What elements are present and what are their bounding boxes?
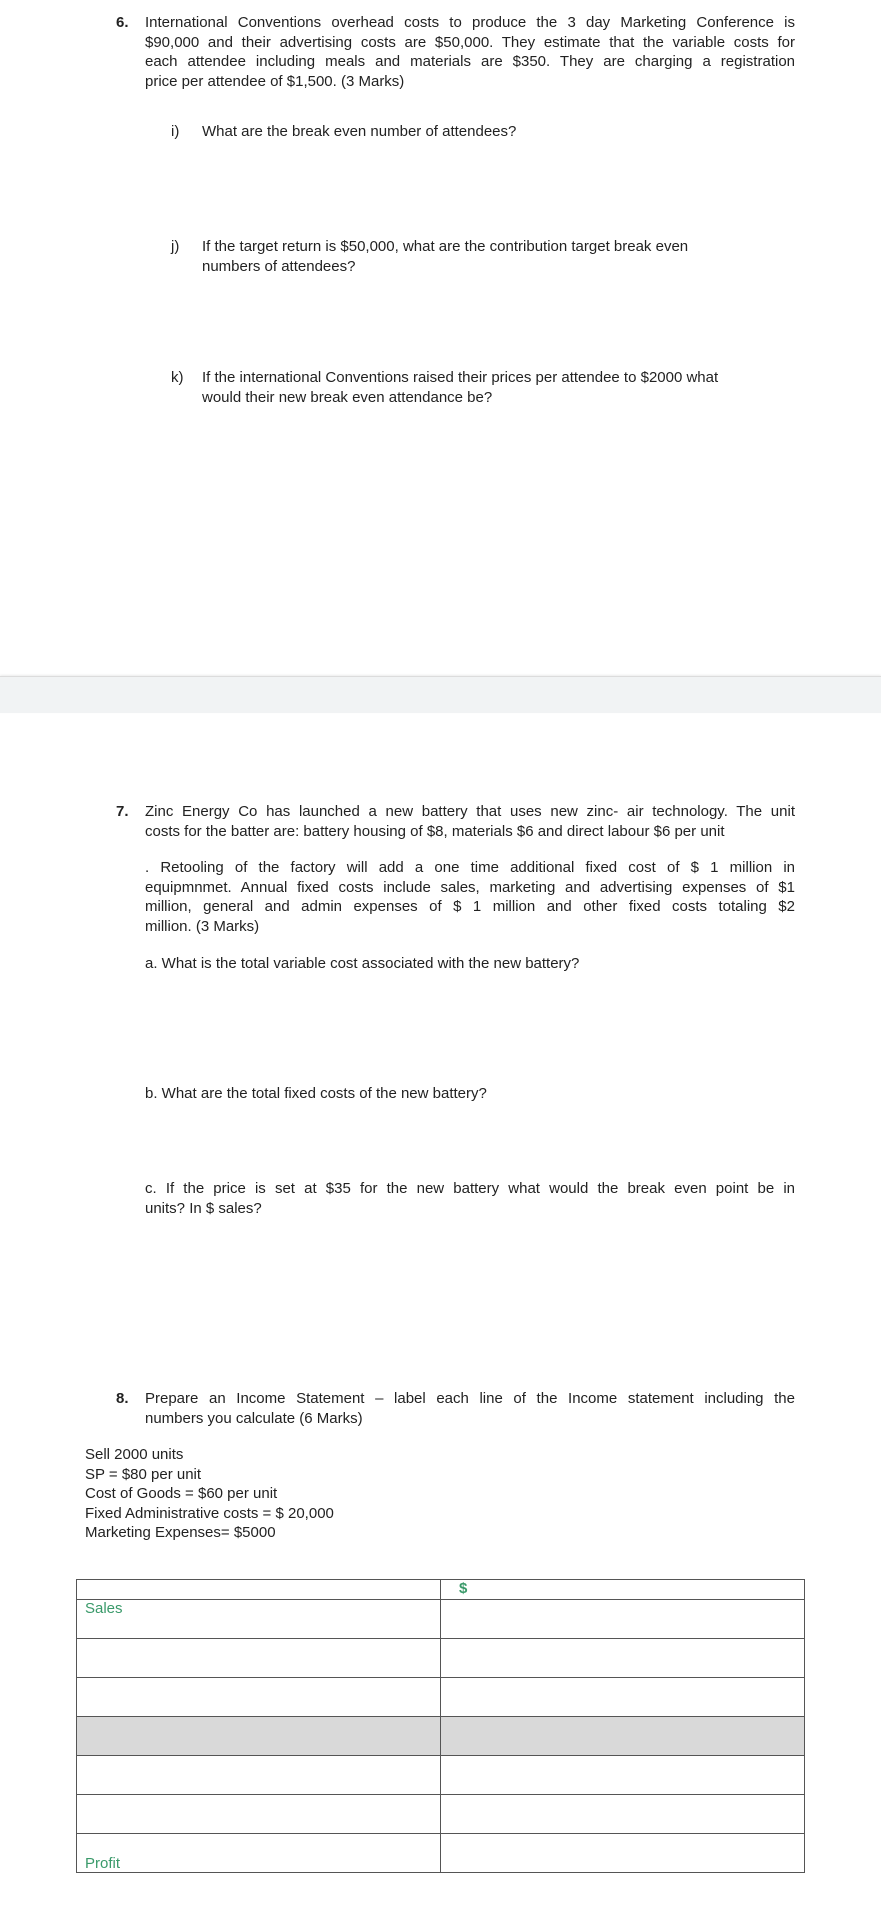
table-row (77, 1600, 805, 1639)
subquestion-label: j) (171, 238, 180, 255)
text-line: units? In $ sales? (145, 1199, 262, 1217)
given-line: Cost of Goods = $60 per unit (85, 1485, 278, 1502)
table-row-shaded (77, 1717, 805, 1756)
table-cell[interactable] (77, 1639, 441, 1678)
subquestion-c (145, 1179, 795, 1218)
profit-label: Profit (85, 1855, 121, 1872)
table-cell[interactable] (77, 1600, 441, 1639)
dollar-header: $ (459, 1580, 468, 1597)
table-cell[interactable] (441, 1717, 805, 1756)
income-statement-table (76, 1579, 805, 1873)
table-cell[interactable] (441, 1756, 805, 1795)
subquestion-b: b. What are the total fixed costs of the new battery? (145, 1085, 487, 1102)
text-line: Zinc Energy Co has launched a new battery that uses new zinc- air technology. The unit (145, 803, 795, 820)
table-row (77, 1756, 805, 1795)
question-number: 6. (116, 14, 129, 31)
table-row (77, 1639, 805, 1678)
question-number: 8. (116, 1390, 129, 1407)
text-line: numbers you calculate (6 Marks) (145, 1409, 363, 1427)
table-cell[interactable] (77, 1795, 441, 1834)
given-line: Marketing Expenses= $5000 (85, 1524, 276, 1541)
text-line: would their new break even attendance be? (202, 388, 493, 406)
table-cell[interactable] (441, 1834, 805, 1873)
text-line: If the target return is $50,000, what are the contribution target break even (202, 238, 689, 255)
text-line: price per attendee of $1,500. (3 Marks) (145, 72, 405, 90)
text-line: $90,000 and their advertising costs are $50,000. They estimate that the variable costs for (145, 33, 795, 51)
subquestion-text: What are the break even number of attendees? (202, 123, 517, 140)
text-line: each attendee including meals and materials are $350. They are charging a registration (145, 53, 795, 70)
subquestion-text (202, 368, 718, 407)
table-row (77, 1678, 805, 1717)
question-text (145, 802, 795, 841)
subquestion-text (202, 237, 688, 276)
table-row (77, 1795, 805, 1834)
text-line: million, general and admin expenses of $ 1 million and other fixed costs totaling $2 (145, 898, 795, 915)
table-cell[interactable] (77, 1580, 441, 1600)
table-cell[interactable] (441, 1678, 805, 1717)
table-cell[interactable] (77, 1717, 441, 1756)
text-line: International Conventions overhead costs to produce the 3 day Marketing Conference is (145, 14, 795, 31)
table-cell[interactable] (77, 1834, 441, 1873)
sales-label: Sales (85, 1600, 123, 1617)
text-line: Prepare an Income Statement – label each line of the Income statement including the (145, 1390, 795, 1407)
given-line: Sell 2000 units (85, 1446, 184, 1463)
given-line: Fixed Administrative costs = $ 20,000 (85, 1504, 334, 1522)
table-cell[interactable] (441, 1580, 805, 1600)
text-line: . Retooling of the factory will add a one time additional fixed cost of $ 1 million in (145, 859, 795, 876)
text-line: equipmnmet. Annual fixed costs include sales, marketing and advertising expenses of $1 (145, 878, 795, 896)
subquestion-label: k) (171, 369, 184, 386)
text-line: million. (3 Marks) (145, 917, 260, 935)
question-text (145, 13, 795, 91)
table-cell[interactable] (441, 1639, 805, 1678)
given-values (85, 1445, 334, 1543)
subquestion-label: i) (171, 123, 180, 140)
given-line: SP = $80 per unit (85, 1465, 202, 1483)
question-text (145, 1389, 795, 1428)
subquestion-a: a. What is the total variable cost associated with the new battery? (145, 955, 580, 972)
table-cell[interactable] (77, 1756, 441, 1795)
text-line: If the international Conventions raised their prices per attendee to $2000 what (202, 369, 719, 386)
text-line: c. If the price is set at $35 for the new battery what would the break even point be in (145, 1180, 795, 1197)
table-cell[interactable] (77, 1678, 441, 1717)
table-row (77, 1834, 805, 1873)
text-line: numbers of attendees? (202, 257, 356, 275)
table-cell[interactable] (441, 1795, 805, 1834)
page-break-divider (0, 676, 881, 713)
text-line: costs for the batter are: battery housing of $8, materials $6 and direct labour $6 per unit (145, 822, 725, 840)
question-number: 7. (116, 803, 129, 820)
table-cell[interactable] (441, 1600, 805, 1639)
table-header-row (77, 1580, 805, 1600)
question-paragraph (145, 858, 795, 936)
